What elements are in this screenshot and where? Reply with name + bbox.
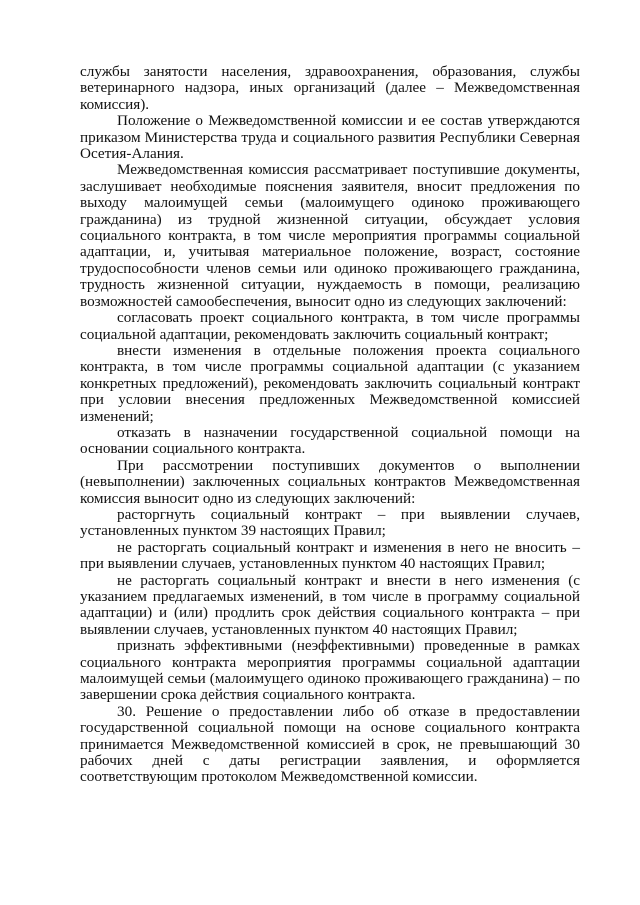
paragraph-5: внести изменения в отдельные положения проекта социального контракта, в том числе программы социальной адаптации (с указанием конкретных предложений), рекомендовать заключить социальный контракт при условии внесения предложенных Межведомственной комиссией изменений;	[80, 341, 580, 425]
paragraph-12: 30. Решение о предоставлении либо об отказе в предоставлении государственной социальной помощи на основе социального контракта принимается Межведомственной комиссией в срок, не превышающий 30 рабочих дней с даты регистрации заявления, и оформляется соответствующим протоколом Межведомственной комиссии.	[80, 702, 580, 786]
paragraph-3: Межведомственная комиссия рассматривает поступившие документы, заслушивает необходимые пояснения заявителя, вносит предложения по выходу малоимущей семьи (малоимущего одиноко проживающего гражданина) из трудной жизненной ситуации, обсуждает условия социального контракта, в том числе мероприятия программы социальной адаптации, и, учитывая материальное положение, возраст, состояние трудоспособности членов семьи или одиноко проживающего гражданина, трудность жизненной ситуации, нуждаемость в помощи, реализацию возможностей самообеспечения, выносит одно из следующих заключений:	[80, 161, 580, 310]
paragraph-10: не расторгать социальный контракт и внести в него изменения (с указанием предлагаемых изменений, в том числе в программу социальной адаптации) и (или) продлить срок действия социального контракта – при выявлении случаев, установленных пунктом 40 настоящих Правил;	[80, 571, 580, 638]
paragraph-8: расторгнуть социальный контракт – при выявлении случаев, установленных пунктом 39 настоящих Правил;	[80, 505, 580, 540]
paragraph-6: отказать в назначении государственной социальной помощи на основании социального контракта.	[80, 423, 580, 458]
paragraph-2: Положение о Межведомственной комиссии и ее состав утверждаются приказом Министерства труда и социального развития Республики Северная Осетия-Алания.	[80, 112, 580, 163]
document-page	[80, 64, 580, 786]
paragraph-11: признать эффективными (неэффективными) проведенные в рамках социального контракта мероприятия программы социальной адаптации малоимущей семьи (малоимущего одиноко проживающего гражданина) – по завершении срока действия социального контракта.	[80, 637, 580, 704]
paragraph-7: При рассмотрении поступивших документов о выполнении (невыполнении) заключенных социальных контрактов Межведомственная комиссия выносит одно из следующих заключений:	[80, 456, 580, 507]
paragraph-4: согласовать проект социального контракта, в том числе программы социальной адаптации, рекомендовать заключить социальный контракт;	[80, 309, 580, 343]
paragraph-9: не расторгать социальный контракт и изменения в него не вносить – при выявлении случаев, установленных пунктом 40 настоящих Правил;	[80, 538, 580, 573]
paragraph-1: службы занятости населения, здравоохранения, образования, службы ветеринарного надзора, иных организаций (далее – Межведомственная комиссия).	[80, 63, 580, 113]
